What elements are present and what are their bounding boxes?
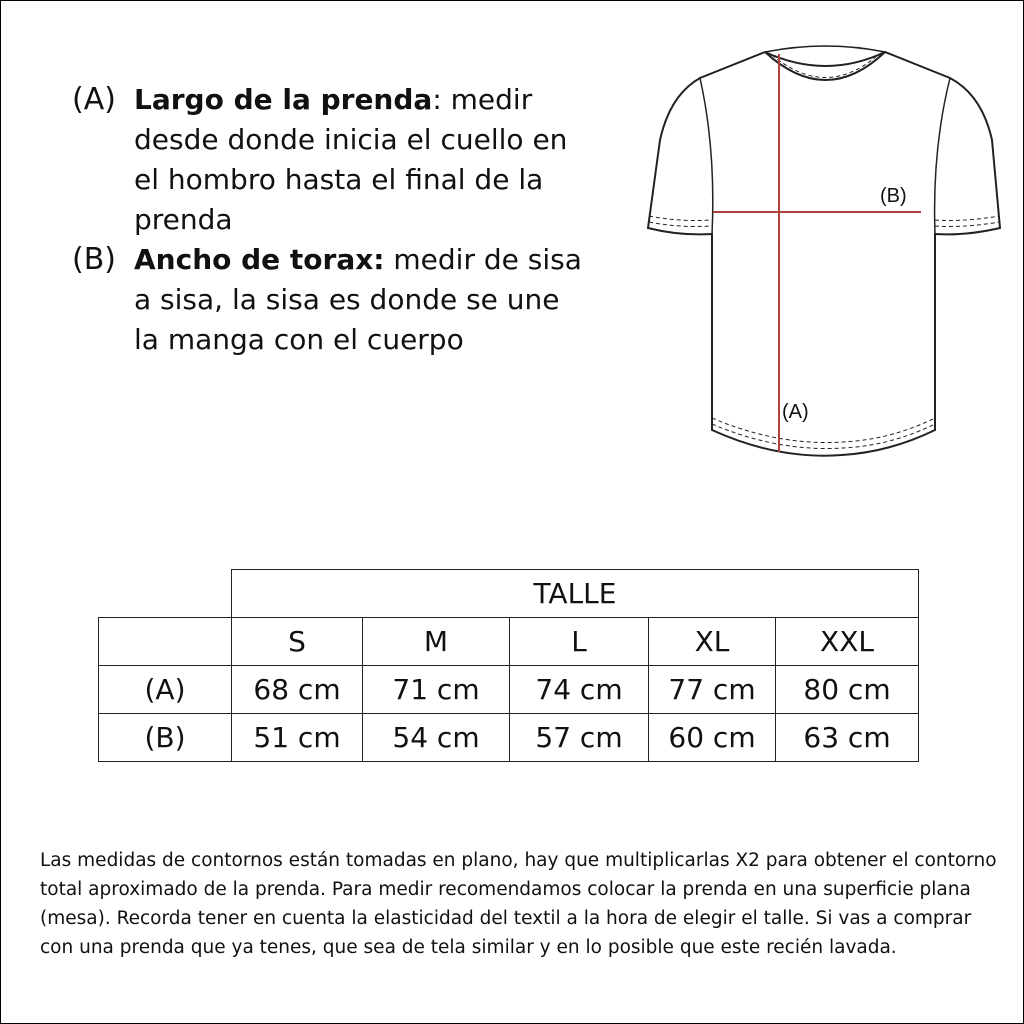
size-xxl: XXL (776, 618, 919, 666)
table-row (99, 714, 919, 762)
right-armhole (935, 78, 950, 234)
left-armhole (700, 78, 713, 234)
size-xl: XL (649, 618, 776, 666)
instruction-a-text: : medir desde donde inicia el cuello en el hombro hasta el final de la prenda (134, 83, 568, 236)
tshirt-outline (648, 52, 1000, 456)
cell-b-s: 51 cm (232, 714, 363, 762)
cell-a-xl: 77 cm (649, 666, 776, 714)
table-header-talle: TALLE (232, 570, 919, 618)
tshirt-diagram (640, 44, 1010, 464)
table-corner-cell (99, 618, 232, 666)
measurement-instructions (72, 80, 592, 360)
row-label-b: (B) (99, 714, 232, 762)
row-label-a: (A) (99, 666, 232, 714)
diagram-label-b: (B) (880, 185, 907, 207)
cell-b-xxl: 63 cm (776, 714, 919, 762)
diagram-label-a: (A) (782, 401, 809, 423)
size-s: S (232, 618, 363, 666)
instruction-b-tag: (B) (72, 242, 116, 277)
size-m: M (363, 618, 510, 666)
table-row (99, 666, 919, 714)
cell-a-s: 68 cm (232, 666, 363, 714)
table-corner (99, 570, 232, 618)
cell-b-xl: 60 cm (649, 714, 776, 762)
right-sleeve-stitch (935, 216, 999, 227)
table-sizes-row (99, 618, 919, 666)
size-l: L (510, 618, 649, 666)
measurement-note: Las medidas de contornos están tomadas en plano, hay que multiplicarlas X2 para obtener el contorno total aproximado de la prenda. Para medir recomendamos colocar la prenda en una superficie plana (mesa). Recorda tener en cuenta la elasticidad del textil a la hora de elegir el talle. Si vas a comprar con una prenda que ya tenes, que sea de tela similar y en lo posible que este recién lavada. (40, 850, 997, 958)
cell-b-m: 54 cm (363, 714, 510, 762)
cell-a-l: 74 cm (510, 666, 649, 714)
instruction-b (72, 240, 592, 360)
instruction-a-tag: (A) (72, 82, 116, 117)
left-sleeve-stitch (649, 216, 712, 227)
collar-back (765, 46, 885, 52)
table-header-row (99, 570, 919, 618)
instruction-a-title: Largo de la prenda (134, 83, 433, 116)
instruction-a (72, 80, 592, 240)
instruction-b-text: medir de sisa a sisa, la sisa es donde se une la manga con el cuerpo (134, 243, 582, 356)
cell-b-l: 57 cm (510, 714, 649, 762)
instruction-b-title: Ancho de torax: (134, 243, 385, 276)
cell-a-xxl: 80 cm (776, 666, 919, 714)
cell-a-m: 71 cm (363, 666, 510, 714)
size-table (98, 569, 919, 762)
